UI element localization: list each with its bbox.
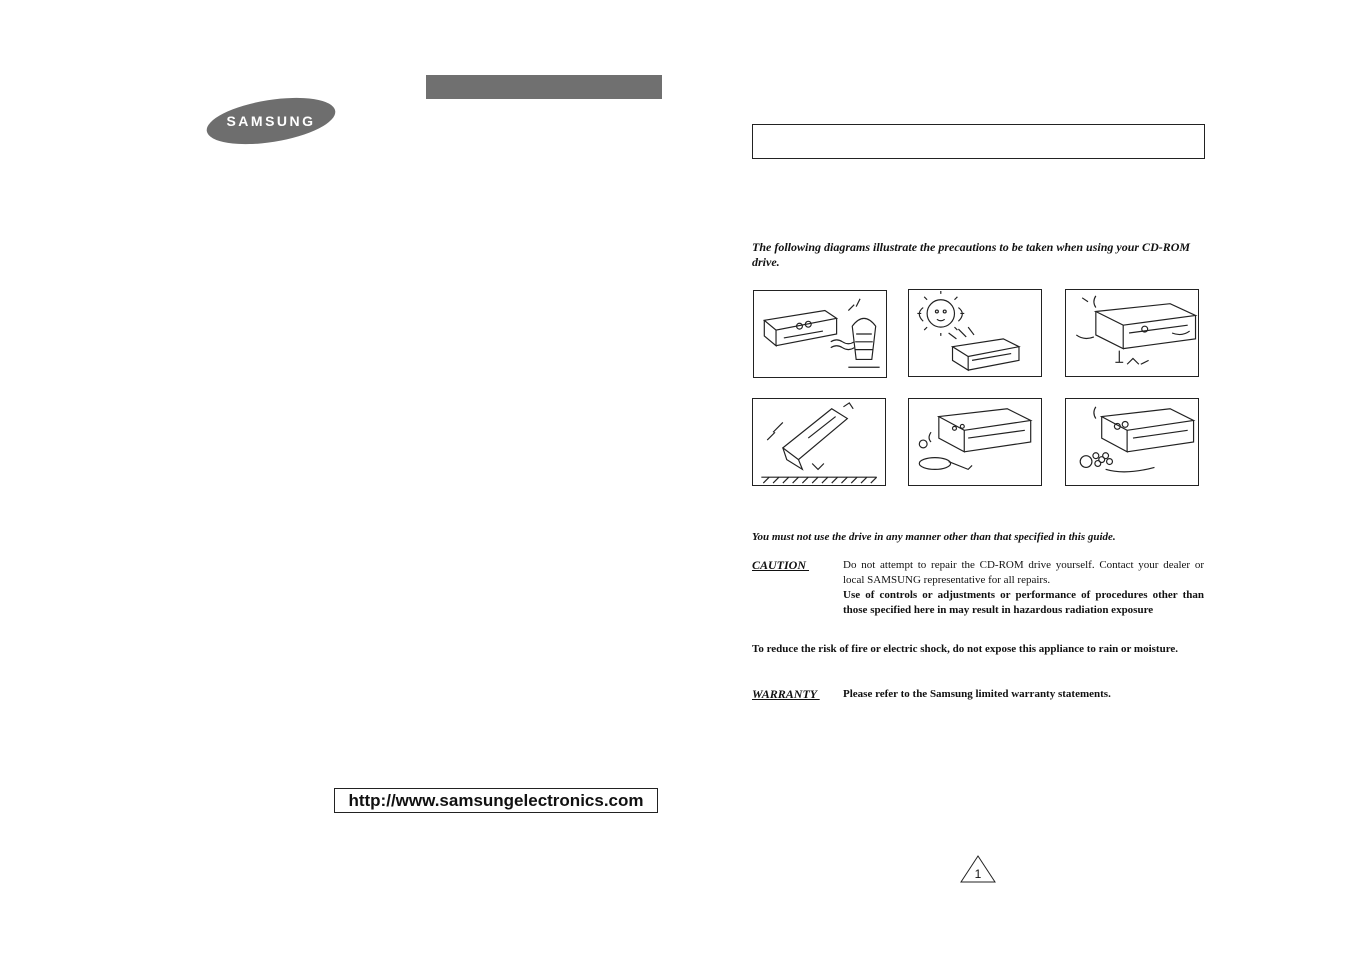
falling-drive-illustration (752, 398, 886, 486)
website-url[interactable]: http://www.samsungelectronics.com (334, 788, 658, 813)
screws-illustration (1065, 289, 1199, 377)
heater-illustration (753, 290, 887, 378)
caution-bold: Use of controls or adjustments or performance of procedures other than those specified here in may result in hazardous radiation exposure (843, 589, 1204, 616)
page-number-triangle (960, 855, 996, 883)
warranty-label: WARRANTY (752, 687, 820, 701)
header-bar (426, 75, 662, 99)
fire-warning: To reduce the risk of fire or electric shock, do not expose this appliance to rain or moisture. (752, 643, 1179, 655)
caution-body: Do not attempt to repair the CD-ROM drive yourself. Contact your dealer or local SAMSUNG representative for all repairs. (843, 559, 1204, 586)
food-spill-illustration (1065, 398, 1199, 486)
warranty-text: Please refer to the Samsung limited warranty statements. (843, 688, 1111, 700)
caution-label: CAUTION (752, 558, 810, 572)
intro-text: The following diagrams illustrate the precautions to be taken when using your CD-ROM drive. (752, 240, 1191, 269)
section-header-box (752, 124, 1205, 159)
sun-illustration (908, 289, 1042, 377)
usage-note: You must not use the drive in any manner other than that specified in this guide. (752, 531, 1116, 543)
page-number: 1 (974, 867, 982, 881)
samsung-logo (205, 97, 337, 145)
caution-text (843, 558, 1204, 618)
liquid-spill-illustration (908, 398, 1042, 486)
logo-text: SAMSUNG (226, 113, 316, 129)
